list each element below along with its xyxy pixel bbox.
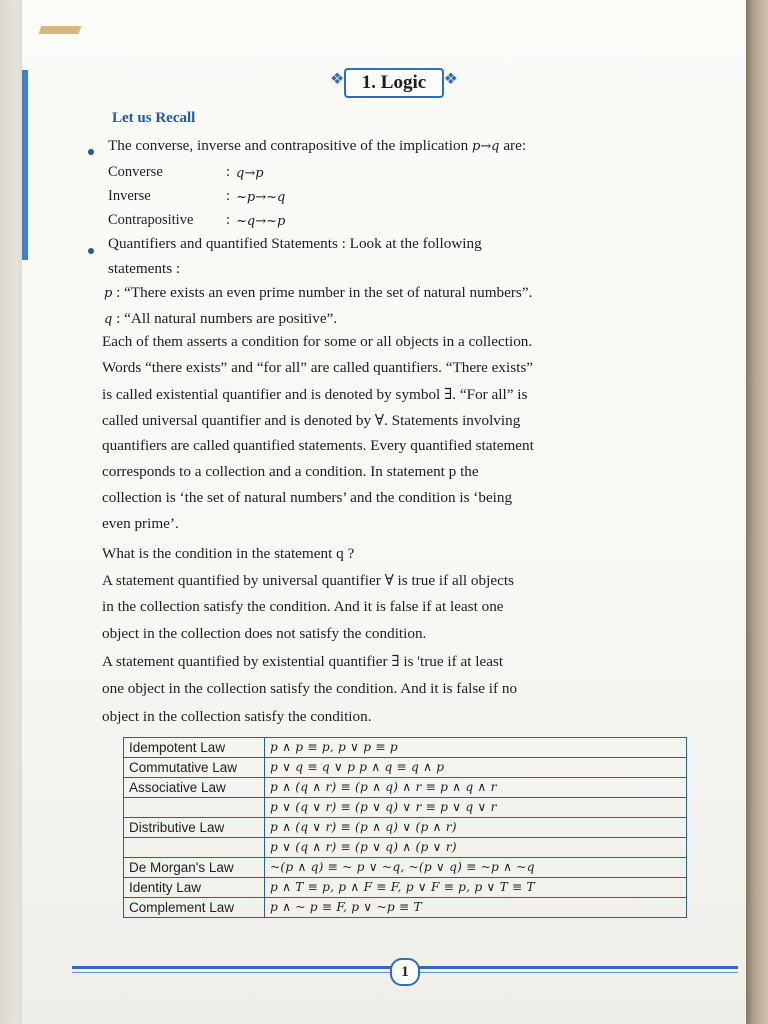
statement-p-label: p xyxy=(104,286,113,301)
contrapositive-label: Contrapositive xyxy=(108,212,194,228)
statement-p xyxy=(104,284,532,302)
paragraph-line: corresponds to a collection and a condition. In statement p the xyxy=(102,463,479,480)
quantifiers-intro-2: statements : xyxy=(108,260,181,277)
recall-intro xyxy=(108,137,526,155)
table-row xyxy=(124,818,687,838)
statement-q-text: : “All natural numbers are positive”. xyxy=(116,310,338,327)
law-name: Commutative Law xyxy=(124,758,265,778)
table-row xyxy=(124,878,687,898)
paragraph-line: object in the collection does not satisfy the condition. xyxy=(102,625,427,642)
inverse-value: ~p→~q xyxy=(236,190,286,205)
table-row xyxy=(124,738,687,758)
recall-intro-text: The converse, inverse and contrapositive of the implication xyxy=(108,137,469,154)
law-formula: p ∧ T ≡ p, p ∧ F ≡ F, p ∨ F ≡ p, p ∨ T ≡ T xyxy=(265,878,687,898)
table-row xyxy=(124,758,687,778)
paragraph-line: one object in the collection satisfy the condition. And it is false if no xyxy=(102,680,518,697)
law-name: De Morgan's Law xyxy=(124,858,265,878)
book-spine-right xyxy=(746,0,768,1024)
law-formula: ~(p ∧ q) ≡ ~ p ∨ ~q, ~(p ∨ q) ≡ ~p ∧ ~q xyxy=(265,858,687,878)
chapter-title: 1. Logic xyxy=(344,68,444,98)
page-edge-left xyxy=(0,0,22,1024)
table-row xyxy=(124,838,687,858)
paragraph-line: is called existential quantifier and is denoted by symbol ∃. “For all” is xyxy=(102,386,528,403)
law-formula: p ∨ q ≡ q ∨ p p ∧ q ≡ q ∧ p xyxy=(265,758,687,778)
page-number: 1 xyxy=(390,958,420,986)
ornament-left-icon: ❖ xyxy=(330,71,345,88)
statement-q-label: q xyxy=(104,312,113,327)
paragraph-line: even prime’. xyxy=(102,515,179,532)
quantifiers-intro: Quantifiers and quantified Statements : Look at the following xyxy=(108,235,482,252)
converse-value: q→p xyxy=(236,166,264,181)
inverse-sep: : xyxy=(226,188,231,204)
law-name xyxy=(124,838,265,858)
paragraph-line: Words “there exists” and “for all” are called quantifiers. “There exists” xyxy=(102,359,533,376)
table-row xyxy=(124,858,687,878)
book-page xyxy=(22,0,746,1024)
statement-p-text: : “There exists an even prime number in the set of natural numbers”. xyxy=(116,284,533,301)
recall-intro-end: are: xyxy=(503,137,527,154)
paragraph-line: object in the collection satisfy the condition. xyxy=(102,708,372,725)
law-name: Distributive Law xyxy=(124,818,265,838)
section-heading: Let us Recall xyxy=(112,110,196,126)
table-row xyxy=(124,778,687,798)
corner-mark xyxy=(39,26,82,34)
converse-label: Converse xyxy=(108,164,163,180)
bullet-icon xyxy=(88,248,94,254)
law-name: Associative Law xyxy=(124,778,265,798)
table-row xyxy=(124,898,687,918)
contrapositive-value: ~q→~p xyxy=(236,214,286,229)
law-formula: p ∧ ~ p ≡ F, p ∨ ~p ≡ T xyxy=(265,898,687,918)
ornament-right-icon: ❖ xyxy=(443,71,458,88)
paragraph-line: What is the condition in the statement q ? xyxy=(102,545,355,562)
chapter-title-box xyxy=(330,66,458,100)
law-formula: p ∨ (q ∨ r) ≡ (p ∨ q) ∨ r ≡ p ∨ q ∨ r xyxy=(265,798,687,818)
law-formula: p ∧ p ≡ p, p ∨ p ≡ p xyxy=(265,738,687,758)
law-formula: p ∧ (q ∧ r) ≡ (p ∧ q) ∧ r ≡ p ∧ q ∧ r xyxy=(265,778,687,798)
converse-sep: : xyxy=(226,164,231,180)
implication-formula: p→q xyxy=(471,139,500,154)
law-formula: p ∧ (q ∨ r) ≡ (p ∧ q) ∨ (p ∧ r) xyxy=(265,818,687,838)
inverse-label: Inverse xyxy=(108,188,151,204)
paragraph-line: called universal quantifier and is denoted by ∀. Statements involving xyxy=(102,412,521,429)
laws-table xyxy=(123,737,687,918)
contrapositive-sep: : xyxy=(226,212,231,228)
law-name: Idempotent Law xyxy=(124,738,265,758)
law-name: Complement Law xyxy=(124,898,265,918)
law-name: Identity Law xyxy=(124,878,265,898)
statement-q xyxy=(104,310,337,328)
margin-marker xyxy=(22,70,28,260)
paragraph-line: Each of them asserts a condition for some or all objects in a collection. xyxy=(102,333,533,350)
paragraph-line: collection is ‘the set of natural numbers’ and the condition is ‘being xyxy=(102,489,513,506)
bullet-icon xyxy=(88,149,94,155)
paragraph-line: quantifiers are called quantified statements. Every quantified statement xyxy=(102,437,534,454)
paragraph-line: A statement quantified by existential quantifier ∃ is 'true if at least xyxy=(102,653,504,670)
law-formula: p ∨ (q ∧ r) ≡ (p ∨ q) ∧ (p ∨ r) xyxy=(265,838,687,858)
law-name xyxy=(124,798,265,818)
paragraph-line: A statement quantified by universal quantifier ∀ is true if all objects xyxy=(102,572,514,589)
paragraph-line: in the collection satisfy the condition. And it is false if at least one xyxy=(102,598,504,615)
table-row xyxy=(124,798,687,818)
